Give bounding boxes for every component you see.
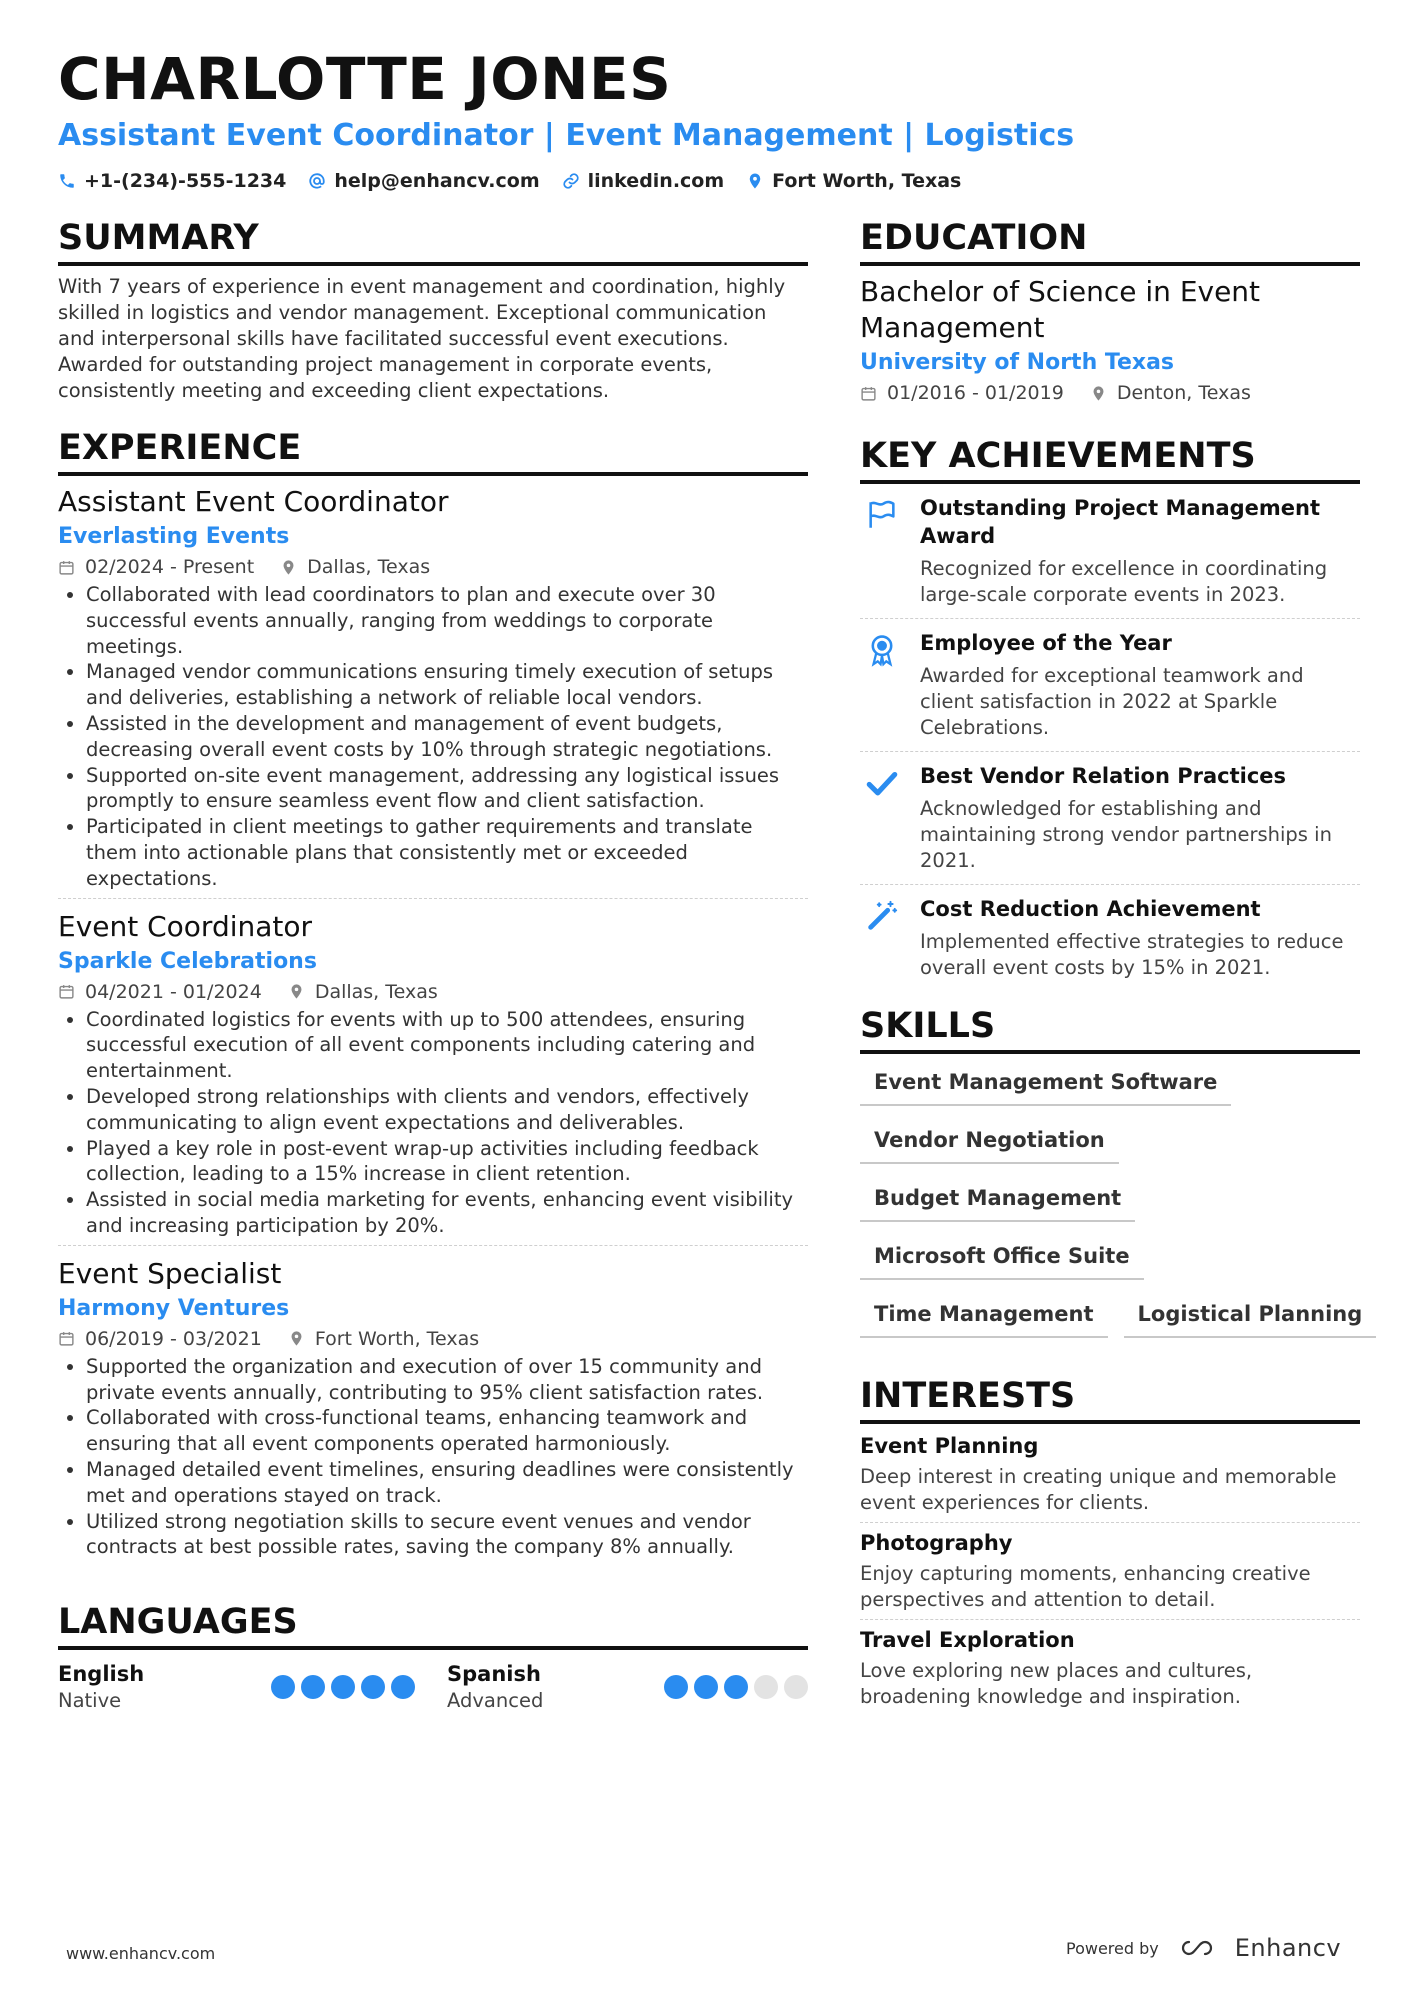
job-bullet: • Coordinated logistics for events with up to 500 attendees, ensuring successful execution of all event components including catering and entertainment. <box>86 1007 808 1084</box>
contact-linkedin[interactable] <box>562 168 725 194</box>
job-location: Dallas, Texas <box>314 980 438 1003</box>
job-bullets <box>58 1007 808 1239</box>
job-bullets <box>58 1354 808 1560</box>
footer-website[interactable]: www.enhancv.com <box>66 1944 216 1963</box>
achievement-desc: Recognized for excellence in coordinating large-scale corporate events in 2023. <box>920 557 1328 606</box>
divider <box>860 1522 1360 1523</box>
job-bullet: • Collaborated with cross-functional teams, enhancing teamwork and ensuring that all event components operated harmoniously. <box>86 1405 808 1457</box>
job-bullet: • Utilized strong negotiation skills to secure event venues and vendor contracts at best possible rates, saving the company 8% annually. <box>86 1509 808 1561</box>
flag-icon <box>865 498 899 532</box>
language-level: Advanced <box>447 1689 544 1712</box>
job-location: Dallas, Texas <box>307 556 431 578</box>
achievements-title: KEY ACHIEVEMENTS <box>860 434 1360 484</box>
job-entry <box>58 1256 808 1560</box>
achievement-desc: Acknowledged for establishing and maintaining strong vendor partnerships in 2021. <box>920 797 1332 872</box>
skills-title: SKILLS <box>860 1004 1360 1054</box>
divider <box>860 1619 1360 1620</box>
contact-location <box>746 168 961 194</box>
language-rating <box>664 1675 808 1699</box>
achievements-section <box>860 434 1360 987</box>
job-bullet: • Assisted in the development and management of event budgets, decreasing overall event costs by 10% through strategic negotiations. <box>86 711 808 763</box>
award-ribbon-icon <box>865 633 899 667</box>
achievement-title: Outstanding Project Management Award <box>920 496 1321 548</box>
education-section <box>860 216 1360 406</box>
contact-phone-text: +1-(234)-555-1234 <box>84 170 287 192</box>
languages-list <box>58 1660 808 1714</box>
language-name: Spanish <box>447 1662 541 1686</box>
calendar-icon <box>58 559 75 576</box>
interest-item <box>860 1432 1360 1516</box>
achievement-item <box>860 488 1360 614</box>
job-meta <box>58 1326 808 1352</box>
interest-desc: Deep interest in creating unique and memorable event experiences for clients. <box>860 1465 1337 1514</box>
rating-dot-empty <box>754 1675 778 1699</box>
job-bullets <box>58 582 808 892</box>
rating-dot-filled <box>331 1675 355 1699</box>
achievement-desc: Awarded for exceptional teamwork and client satisfaction in 2022 at Sparkle Celebrations. <box>920 664 1304 739</box>
calendar-icon <box>58 983 75 1000</box>
contact-phone[interactable] <box>58 168 286 194</box>
skills-section <box>860 1004 1363 1338</box>
language-item <box>58 1660 433 1714</box>
contact-bar <box>58 168 961 194</box>
interest-item <box>860 1626 1360 1710</box>
skill-tag: Logistical Planning <box>1124 1294 1377 1338</box>
phone-icon <box>58 172 76 190</box>
job-meta <box>58 979 808 1005</box>
achievement-desc: Implemented effective strategies to reduce overall event costs by 15% in 2021. <box>920 930 1344 979</box>
divider <box>860 618 1360 619</box>
skill-tag: Budget Management <box>860 1178 1135 1222</box>
summary-text: With 7 years of experience in event management and coordination, highly skilled in logistics and vendor management. Exceptional communication and interpersonal skills have facilitated successful event executions. Awarded for outstanding project management in corporate events, consistently meeting and exceeding client expectations. <box>58 275 786 402</box>
achievement-item <box>860 889 1360 987</box>
job-bullet: • Managed vendor communications ensuring timely execution of setups and deliveries, establishing a network of reliable local vendors. <box>86 659 808 711</box>
interests-title: INTERESTS <box>860 1374 1360 1424</box>
job-dates: 04/2021 - 01/2024 <box>85 980 262 1003</box>
divider <box>58 898 808 899</box>
achievement-title: Employee of the Year <box>920 631 1172 655</box>
job-title: Event Specialist <box>58 1256 282 1290</box>
interest-desc: Love exploring new places and cultures, broadening knowledge and inspiration. <box>860 1659 1253 1708</box>
education-title: EDUCATION <box>860 216 1360 266</box>
location-pin-icon <box>746 172 764 190</box>
at-icon <box>308 172 326 190</box>
achievement-item <box>860 756 1360 880</box>
contact-linkedin-text: linkedin.com <box>587 170 725 192</box>
contact-location-text: Fort Worth, Texas <box>772 170 962 192</box>
job-bullet: • Played a key role in post-event wrap-up activities including feedback collection, leading to a 15% increase in client retention. <box>86 1136 808 1188</box>
summary-title: SUMMARY <box>58 216 808 266</box>
experience-section <box>58 426 808 1560</box>
language-level: Native <box>58 1689 122 1712</box>
divider <box>860 751 1360 752</box>
languages-title: LANGUAGES <box>58 1600 808 1650</box>
location-pin-icon <box>288 1330 305 1347</box>
skill-tag: Time Management <box>860 1294 1108 1338</box>
rating-dot-empty <box>784 1675 808 1699</box>
achievement-item <box>860 623 1360 747</box>
location-pin-icon <box>1090 385 1107 402</box>
magic-wand-icon <box>865 899 899 933</box>
language-name: English <box>58 1662 145 1686</box>
job-meta <box>58 554 808 580</box>
achievement-title: Best Vendor Relation Practices <box>920 764 1287 788</box>
skill-tag: Vendor Negotiation <box>860 1120 1119 1164</box>
job-location: Fort Worth, Texas <box>314 1327 480 1350</box>
experience-title: EXPERIENCE <box>58 426 808 476</box>
contact-email[interactable] <box>308 168 539 194</box>
rating-dot-filled <box>694 1675 718 1699</box>
job-bullet: • Managed detailed event timelines, ensuring deadlines were consistently met and operations stayed on track. <box>86 1457 808 1509</box>
language-item <box>433 1660 808 1714</box>
candidate-name: CHARLOTTE JONES <box>58 45 672 113</box>
location-pin-icon <box>280 559 297 576</box>
calendar-icon <box>860 385 877 402</box>
job-bullet: • Developed strong relationships with clients and vendors, effectively communicating to align event expectations and deliverables. <box>86 1084 808 1136</box>
job-company: Sparkle Celebrations <box>58 948 317 974</box>
job-entry <box>58 484 808 892</box>
rating-dot-filled <box>664 1675 688 1699</box>
summary-section <box>58 216 808 404</box>
job-title: Event Coordinator <box>58 909 313 943</box>
enhancv-logo-icon <box>1175 1936 1219 1960</box>
powered-by-label: Powered by <box>1066 1938 1159 1958</box>
languages-section <box>58 1600 808 1714</box>
job-bullet: • Supported on-site event management, addressing any logistical issues promptly to ensure seamless event flow and client satisfaction. <box>86 763 808 815</box>
job-bullet: • Assisted in social media marketing for events, enhancing event visibility and increasing participation by 20%. <box>86 1187 808 1239</box>
divider <box>58 1245 808 1246</box>
location-pin-icon <box>288 983 305 1000</box>
rating-dot-filled <box>301 1675 325 1699</box>
job-company: Harmony Ventures <box>58 1295 290 1321</box>
job-bullet: • Supported the organization and execution of over 15 community and private events annually, contributing to 95% client satisfaction rates. <box>86 1354 808 1406</box>
footer-branding[interactable] <box>1066 1934 1341 1962</box>
checkmark-icon <box>865 766 899 800</box>
education-school: University of North Texas <box>860 350 1175 375</box>
calendar-icon <box>58 1330 75 1347</box>
achievement-title: Cost Reduction Achievement <box>920 897 1261 921</box>
link-icon <box>562 172 580 190</box>
rating-dot-filled <box>724 1675 748 1699</box>
interest-title: Travel Exploration <box>860 1628 1075 1652</box>
divider <box>860 884 1360 885</box>
interest-title: Event Planning <box>860 1434 1039 1458</box>
rating-dot-filled <box>271 1675 295 1699</box>
rating-dot-filled <box>391 1675 415 1699</box>
job-entry <box>58 909 808 1239</box>
interest-item <box>860 1529 1360 1613</box>
job-title: Assistant Event Coordinator <box>58 485 449 518</box>
education-dates: 01/2016 - 01/2019 <box>887 382 1064 404</box>
language-rating <box>271 1675 415 1699</box>
skill-tag: Microsoft Office Suite <box>860 1236 1144 1280</box>
job-bullet: • Collaborated with lead coordinators to plan and execute over 30 successful events annually, ranging from weddings to corporate meetings. <box>86 582 808 659</box>
interests-section <box>860 1374 1360 1710</box>
skills-list <box>860 1062 1363 1338</box>
education-meta <box>860 380 1360 406</box>
skill-tag: Event Management Software <box>860 1062 1231 1106</box>
job-dates: 06/2019 - 03/2021 <box>85 1327 262 1350</box>
job-bullet: • Participated in client meetings to gather requirements and translate them into actionable plans that consistently met or exceeded expectations. <box>86 814 808 891</box>
job-company: Everlasting Events <box>58 524 290 549</box>
job-dates: 02/2024 - Present <box>85 556 255 578</box>
education-degree: Bachelor of Science in Event Management <box>860 275 1261 344</box>
interest-title: Photography <box>860 1531 1013 1555</box>
brand-name: Enhancv <box>1234 1934 1342 1962</box>
interest-desc: Enjoy capturing moments, enhancing creative perspectives and attention to detail. <box>860 1562 1311 1611</box>
rating-dot-filled <box>361 1675 385 1699</box>
headline: Assistant Event Coordinator | Event Management | Logistics <box>58 118 1075 153</box>
contact-email-text: help@enhancv.com <box>334 170 540 192</box>
education-location: Denton, Texas <box>1116 382 1251 404</box>
